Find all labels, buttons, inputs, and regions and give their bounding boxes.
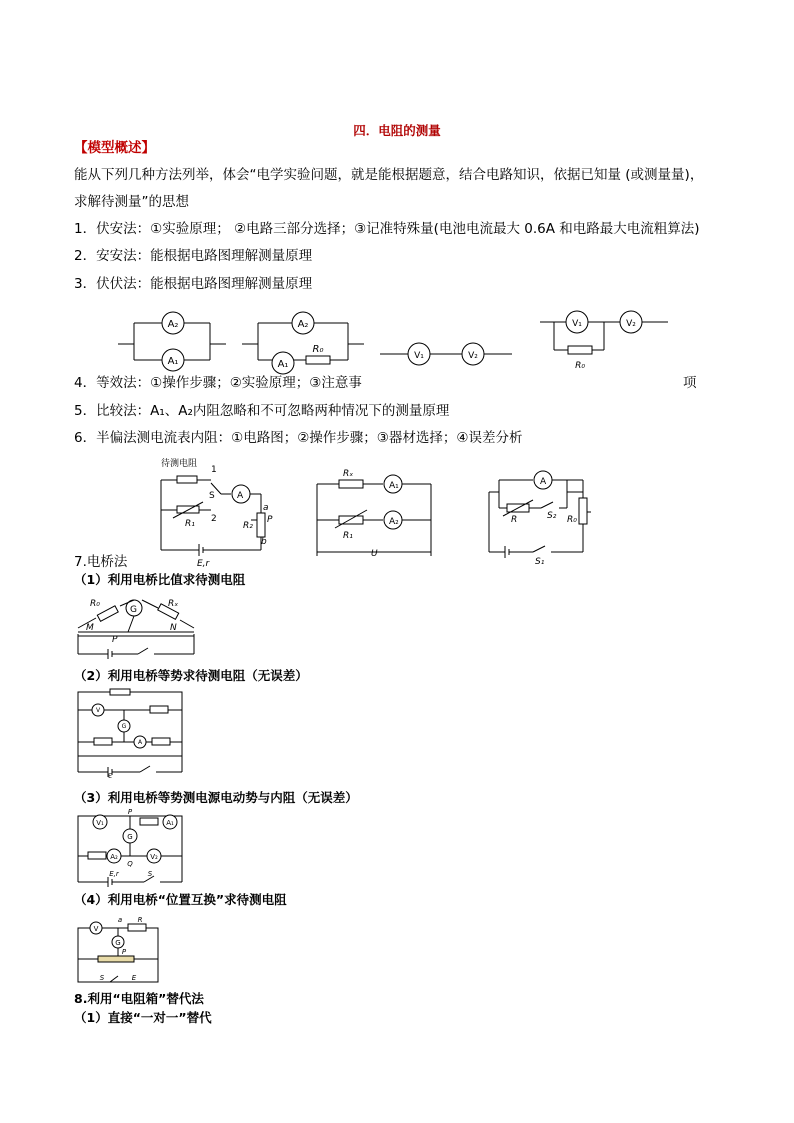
bridge-equipotential-circuit <box>74 686 186 778</box>
bridge-swap-circuit <box>74 912 164 986</box>
hd-r1: R₁ <box>185 519 195 529</box>
emf-g: G <box>127 833 133 841</box>
bridge-ratio-circuit <box>74 590 204 662</box>
hd-m-r1: R₁ <box>343 531 353 541</box>
br-r0: R₀ <box>90 599 100 609</box>
method-6: 6．半偏法测电流表内阻：①电路图；②操作步骤；③器材选择；④误差分析 <box>74 430 523 446</box>
hd-s: S <box>209 491 215 501</box>
emf-q: Q <box>127 860 133 868</box>
c4-v1: V₁ <box>572 319 582 329</box>
hd-m-a1: A₁ <box>389 481 399 491</box>
br-n: N <box>170 623 177 633</box>
emf-a2: A₂ <box>110 853 118 861</box>
c1-a1: A₁ <box>167 356 179 367</box>
hd-s2: S₂ <box>547 511 557 521</box>
hd-b: b <box>261 537 267 547</box>
anan-fufu-circuits <box>110 308 685 373</box>
emf-er: E,r <box>109 870 119 878</box>
c2-r0: R₀ <box>312 344 324 355</box>
method-5: 5．比较法：A₁、A₂内阻忽略和不可忽略两种情况下的测量原理 <box>74 403 450 419</box>
bridge-heading: 7.电桥法 <box>74 554 128 570</box>
hd-r0: R₀ <box>567 515 577 525</box>
hd-1: 1 <box>211 465 217 475</box>
box-heading: 8.利用“电阻箱”替代法 <box>74 991 204 1006</box>
hd-s1: S₁ <box>535 557 545 567</box>
hd-2: 2 <box>211 514 217 524</box>
box-item-1: （1）直接“一对一”替代 <box>74 1010 212 1025</box>
be-e: E <box>108 773 112 780</box>
sw-p: P <box>121 948 127 956</box>
emf-a1: A₁ <box>166 819 174 827</box>
c3-v2: V₂ <box>468 351 478 361</box>
hd-r2: R₂ <box>243 521 253 531</box>
bridge-item-4: （4）利用电桥“位置互换”求待测电阻 <box>74 892 287 907</box>
sw-g: G <box>115 939 121 947</box>
method-4: 4．等效法：①操作步骤；②实验原理；③注意事 <box>74 375 362 391</box>
method-2: 2．安安法：能根据电路图理解测量原理 <box>74 248 313 264</box>
bridge-emf-circuit <box>74 808 186 888</box>
section-label: 【模型概述】 <box>74 140 155 156</box>
br-g: G <box>130 605 137 615</box>
hd-unknown: 待测电阻 <box>161 459 198 469</box>
hd-a-lower: a <box>263 503 269 513</box>
sw-e: E <box>131 974 137 982</box>
sw-r: R <box>137 916 143 924</box>
method-1: 1．伏安法：①实验原理； ②电路三部分选择；③记准特殊量(电池电流最大 0.6A 和电路最大电流粗算法) <box>74 221 700 237</box>
br-rx: Rₓ <box>168 599 179 609</box>
c4-r0: R₀ <box>575 361 585 371</box>
hd-m-a2: A₂ <box>389 517 399 527</box>
bridge-item-1: （1）利用电桥比值求待测电阻 <box>74 572 246 587</box>
hd-u: U <box>371 549 378 559</box>
emf-p: P <box>127 808 133 816</box>
be-g: G <box>121 723 127 730</box>
sw-v: V <box>93 925 99 933</box>
c2-a2: A₂ <box>297 319 309 330</box>
hd-er: E,r <box>197 559 210 569</box>
intro-line-1: 能从下列几种方法列举，体会“电学实验问题，就是能根据题意，结合电路知识，依据已知量 (或测量量)， <box>74 167 704 183</box>
hd-r-r: R <box>511 515 518 525</box>
c3-v1: V₁ <box>414 351 424 361</box>
be-v: V <box>95 707 101 714</box>
c2-a1: A₁ <box>277 359 289 370</box>
br-m: M <box>86 623 94 633</box>
hd-rx: Rₓ <box>343 469 354 479</box>
emf-s: S <box>147 870 153 878</box>
half-deflection-circuits <box>155 458 615 570</box>
br-p: P <box>112 635 118 645</box>
bridge-item-2: （2）利用电桥等势求待测电阻（无误差） <box>74 668 308 683</box>
emf-v2: V₂ <box>150 853 158 861</box>
page-title: 四．电阻的测量 <box>353 123 441 138</box>
method-4-tail: 项 <box>683 375 697 391</box>
hd-r-a: A <box>540 477 547 487</box>
sw-a: a <box>117 916 123 924</box>
method-3: 3．伏伏法：能根据电路图理解测量原理 <box>74 276 313 292</box>
hd-a: A <box>237 491 244 501</box>
emf-v1: V₁ <box>96 819 104 827</box>
be-a: A <box>137 739 143 746</box>
c1-a2: A₂ <box>167 319 179 330</box>
bridge-item-3: （3）利用电桥等势测电源电动势与内阻（无误差） <box>74 790 358 805</box>
intro-line-2: 求解待测量”的思想 <box>74 194 189 210</box>
sw-s: S <box>99 974 105 982</box>
c4-v2: V₂ <box>626 319 636 329</box>
hd-p: P <box>267 515 273 525</box>
